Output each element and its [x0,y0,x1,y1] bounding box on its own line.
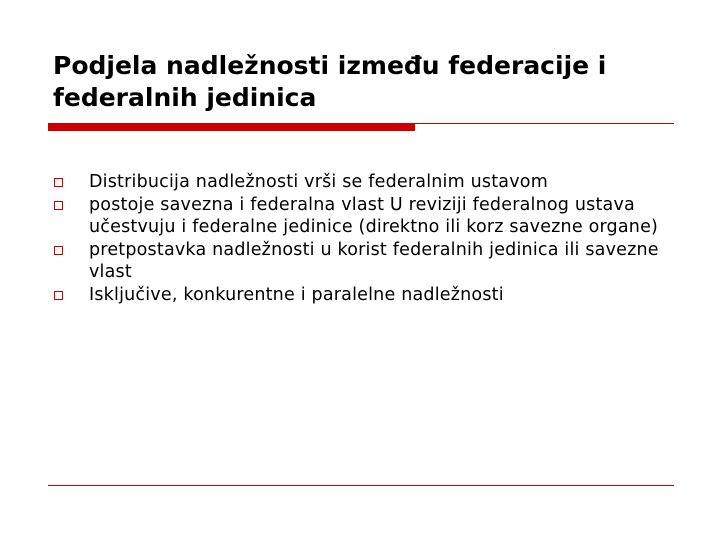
hollow-square-bullet-icon [54,291,63,300]
bullet-text: postoje savezna i federalna vlast U reviziji federalnog ustava učestvuju i federalne jedinice (direktno ili korz savezne organe) [89,194,659,237]
bullet-item-distribution [53,171,673,194]
bullet-item-federal-authority [53,194,673,239]
bullet-item-competence-types [53,284,673,307]
hollow-square-bullet-icon [54,246,63,255]
bullet-text: pretpostavka nadležnosti u korist federalnih jedinica ili savezne vlast [89,239,659,282]
bullet-item-presumption [53,239,673,284]
bullet-text: Distribucija nadležnosti vrši se federalnim ustavom [89,172,548,192]
footer-divider [48,485,674,486]
hollow-square-bullet-icon [54,201,63,210]
title-underline-thick [48,124,415,131]
hollow-square-bullet-icon [54,178,63,187]
slide-title: Podjela nadležnosti između federacije i federalnih jedinica [53,51,607,112]
bullet-text: Isključive, konkurentne i paralelne nadležnosti [89,284,504,305]
bullet-list [53,171,673,306]
